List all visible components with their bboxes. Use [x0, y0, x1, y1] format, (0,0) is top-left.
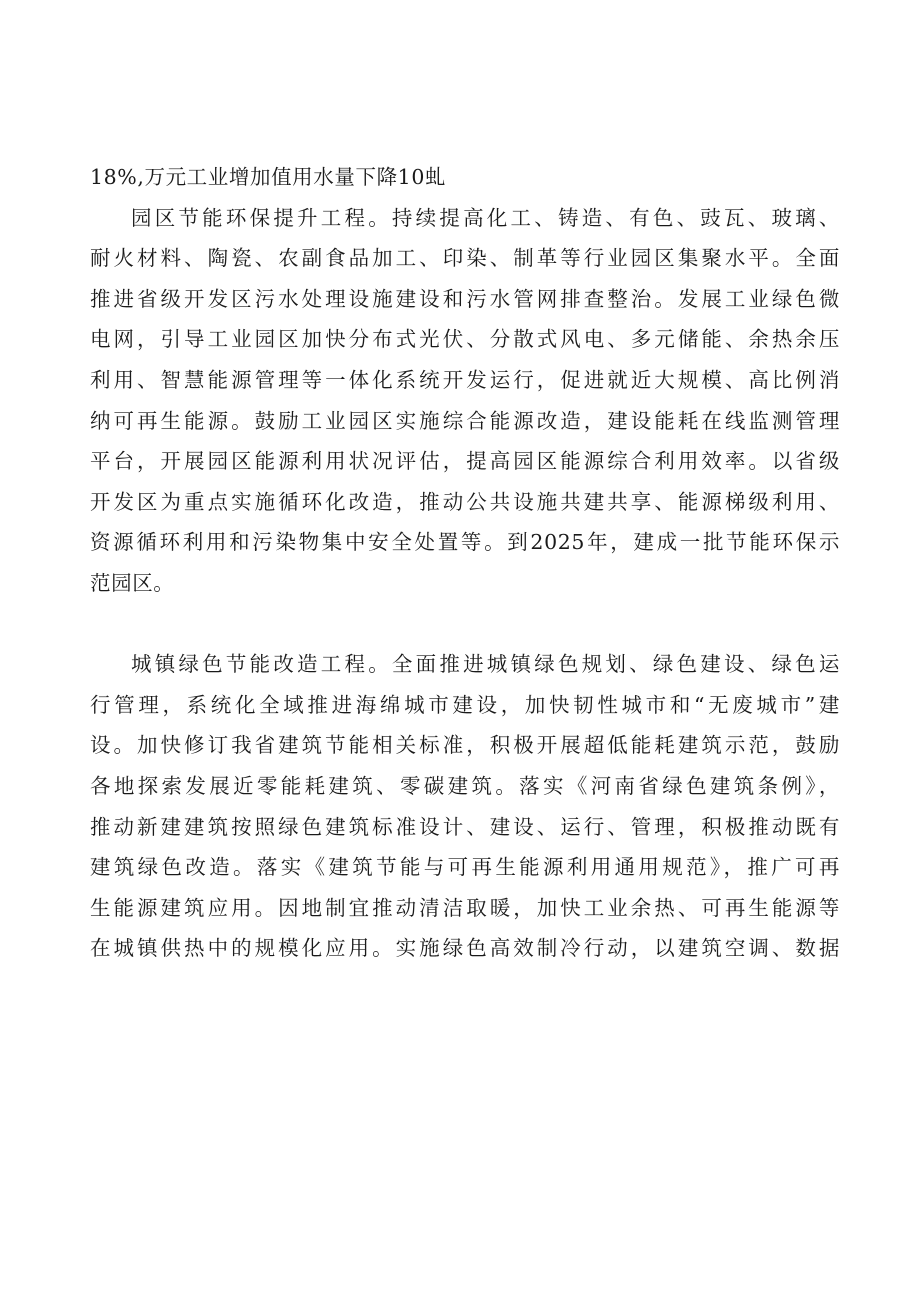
text-line: 园区节能环保提升工程。持续提高化工、铸造、有色、豉瓦、玻璃、 — [131, 205, 840, 230]
text-line: 利用、智慧能源管理等一体化系统开发运行，促进就近大规模、高比例消 — [90, 367, 840, 392]
text-line: 平台，开展园区能源利用状况评估，提高园区能源综合利用效率。以省级 — [90, 449, 840, 474]
text-line: 纳可再生能源。鼓励工业园区实施综合能源改造，建设能耗在线监测管理 — [90, 408, 840, 433]
text-line: 范园区。 — [90, 570, 175, 595]
paragraph-intro-fragment — [90, 157, 840, 198]
text-line: 在城镇供热中的规模化应用。实施绿色高效制冷行动，以建筑空调、数据 — [90, 936, 840, 961]
text-line: 耐火材料、陶瓷、农副食品加工、印染、制革等行业园区集聚水平。全面 — [90, 246, 840, 271]
text-line: 行管理，系统化全域推进海绵城市建设，加快韧性城市和“无废城市”建 — [90, 692, 840, 717]
text-line: 推进省级开发区污水处理设施建设和污水管网排查整治。发展工业绿色微 — [90, 286, 840, 311]
text-line: 电网，引导工业园区加快分布式光伏、分散式风电、多元储能、余热余压 — [90, 327, 840, 352]
text-line: 开发区为重点实施循环化改造，推动公共设施共建共享、能源梯级利用、 — [90, 489, 840, 514]
document-page — [90, 157, 840, 969]
text-line: 生能源建筑应用。因地制宜推动清洁取暖，加快工业余热、可再生能源等 — [90, 895, 840, 920]
text-line: 各地探索发展近零能耗建筑、零碳建筑。落实《河南省绿色建筑条例》， — [90, 773, 840, 798]
paragraph-urban-green-building — [90, 644, 840, 969]
text-line: 建筑绿色改造。落实《建筑节能与可再生能源利用通用规范》，推广可再 — [90, 855, 840, 880]
paragraph-spacer — [90, 604, 840, 645]
paragraph-industrial-park — [90, 198, 840, 604]
text-line: 设。加快修订我省建筑节能相关标准，积极开展超低能耗建筑示范，鼓励 — [90, 733, 840, 758]
text-line: 资源循环利用和污染物集中安全处置等。到2025年，建成一批节能环保示 — [90, 530, 840, 555]
text-line: 推动新建建筑按照绿色建筑标准设计、建设、运行、管理，积极推动既有 — [90, 814, 840, 839]
text-line: 18%,万元工业增加值用水量下降10虬 — [90, 165, 447, 189]
text-line: 城镇绿色节能改造工程。全面推进城镇绿色规划、绿色建设、绿色运 — [131, 652, 840, 677]
